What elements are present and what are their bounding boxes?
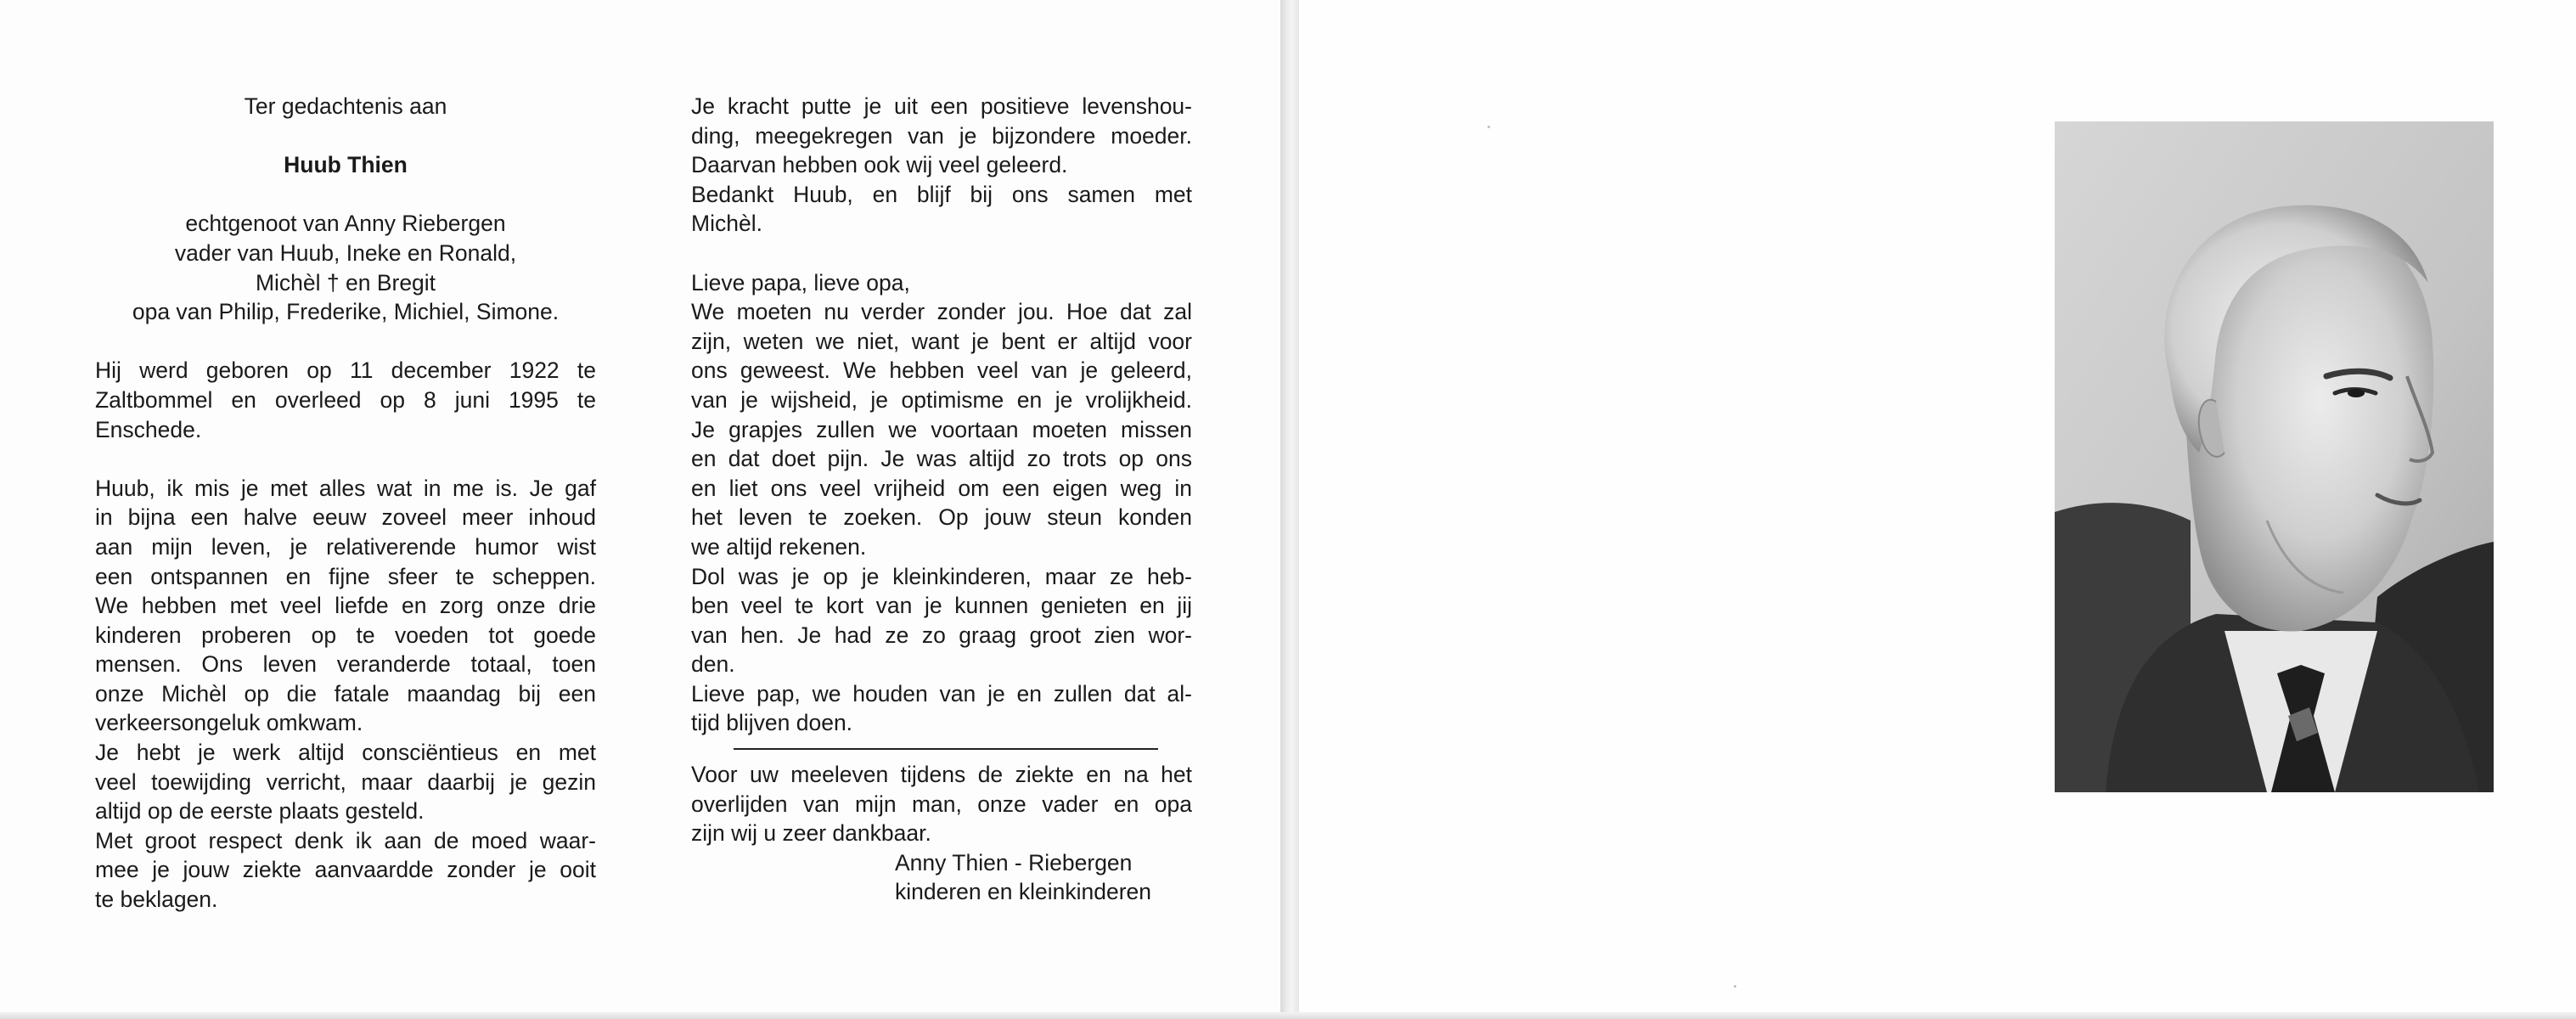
text-line: Lieve pap, we houden van je en zullen dat al- <box>691 680 1192 707</box>
text-line: overlijden van mijn man, onze vader en opa <box>691 791 1192 817</box>
relations-block <box>95 209 596 326</box>
text-line: van hen. Je had ze zo graag groot zien wor- <box>691 622 1192 648</box>
text-line: tijd blijven doen. <box>691 710 853 736</box>
text-line: te beklagen. <box>95 887 218 913</box>
text-line: aan mijn leven, je relativerende humor wist <box>95 533 596 560</box>
text-line: We moeten nu verder zonder jou. Hoe dat zal <box>691 299 1192 325</box>
text-line: kinderen proberen op te voeden tot goede <box>95 622 596 648</box>
text-line: ben veel te kort van je kunnen genieten en jij <box>691 593 1192 619</box>
text-line: veel toewijding verricht, maar daarbij je gezin <box>95 768 596 795</box>
relation-line: opa van Philip, Frederike, Michiel, Simone. <box>132 299 560 325</box>
left-text-column <box>95 92 596 915</box>
text-line: het leven te zoeken. Op jouw steun konden <box>691 504 1192 531</box>
children-paragraph <box>691 268 1192 739</box>
text-line: Je hebt je werk altijd consciëntieus en met <box>95 740 596 766</box>
right-text-column <box>691 92 1192 907</box>
strength-paragraph <box>691 92 1192 239</box>
text-line: ding, meegekregen van je bijzondere moeder. <box>691 122 1192 149</box>
text-line: Je kracht putte je uit een positieve levenshou- <box>691 93 1192 119</box>
text-line: en dat doet pijn. Je was altijd zo trots op ons <box>691 446 1192 472</box>
text-line: Zaltbommel en overleed op 8 juni 1995 te <box>95 386 596 413</box>
text-line: Je grapjes zullen we voortaan moeten missen <box>691 416 1192 442</box>
intro-line <box>95 92 596 121</box>
card-fold <box>1280 0 1299 1019</box>
relation-line: echtgenoot van Anny Riebergen <box>185 211 506 237</box>
intro-text: Ter gedachtenis aan <box>244 93 447 119</box>
relation-line: Michèl † en Bregit <box>255 269 436 296</box>
text-line: We hebben met veel liefde en zorg onze drie <box>95 593 596 619</box>
text-line: een ontspannen en fijne sfeer te scheppen. <box>95 563 596 589</box>
signature-block <box>691 848 1192 907</box>
relation-line: vader van Huub, Ineke en Ronald, <box>174 239 517 266</box>
birth-paragraph <box>95 356 596 444</box>
text-line: zijn, weten we niet, want je bent er altijd voor <box>691 328 1192 354</box>
signature-line: Anny Thien - Riebergen <box>895 849 1133 875</box>
text-line: mensen. Ons leven veranderde totaal, toen <box>95 651 596 678</box>
paper-speck <box>1734 985 1736 988</box>
text-line: mee je jouw ziekte aanvaardde zonder je ooit <box>95 857 596 883</box>
divider-line <box>734 748 1158 750</box>
text-line: en liet ons veel vrijheid om een eigen weg in <box>691 475 1192 501</box>
text-page <box>0 0 1280 1019</box>
paper-speck <box>1488 126 1490 128</box>
greeting-line: Lieve papa, lieve opa, <box>691 269 910 296</box>
name-text: Huub Thien <box>284 152 408 178</box>
card-bottom-edge <box>0 1012 2576 1019</box>
text-line: Enschede. <box>95 416 202 442</box>
text-line: Huub, ik mis je met alles wat in me is. Je gaf <box>95 475 596 501</box>
text-line: verkeersongeluk omkwam. <box>95 710 363 736</box>
wife-paragraph <box>95 474 596 915</box>
text-line: Voor uw meeleven tijdens de ziekte en na het <box>691 762 1192 788</box>
text-line: onze Michèl op die fatale maandag bij een <box>95 680 596 707</box>
text-line: Michèl. <box>691 211 762 237</box>
text-line: Daarvan hebben ook wij veel geleerd. <box>691 152 1068 178</box>
portrait-photo-icon <box>2055 121 2494 792</box>
text-line: Hij werd geboren op 11 december 1922 te <box>95 357 596 384</box>
text-line: zijn wij u zeer dankbaar. <box>691 820 931 847</box>
text-line: Met groot respect denk ik aan de moed waar- <box>95 827 596 853</box>
thanks-paragraph <box>691 760 1192 848</box>
text-line: in bijna een halve eeuw zoveel meer inhoud <box>95 504 596 531</box>
text-line: van je wijsheid, je optimisme en je vrolijkheid. <box>691 386 1192 413</box>
signature-line: kinderen en kleinkinderen <box>895 879 1152 905</box>
text-line: altijd op de eerste plaats gesteld. <box>95 798 425 825</box>
text-line: Bedankt Huub, en blijf bij ons samen met <box>691 181 1192 207</box>
text-line: ons geweest. We hebben veel van je geleerd, <box>691 357 1192 384</box>
deceased-name <box>95 150 596 180</box>
text-line: Dol was je op je kleinkinderen, maar ze heb- <box>691 563 1192 589</box>
text-line: den. <box>691 651 735 678</box>
text-line: we altijd rekenen. <box>691 533 867 560</box>
